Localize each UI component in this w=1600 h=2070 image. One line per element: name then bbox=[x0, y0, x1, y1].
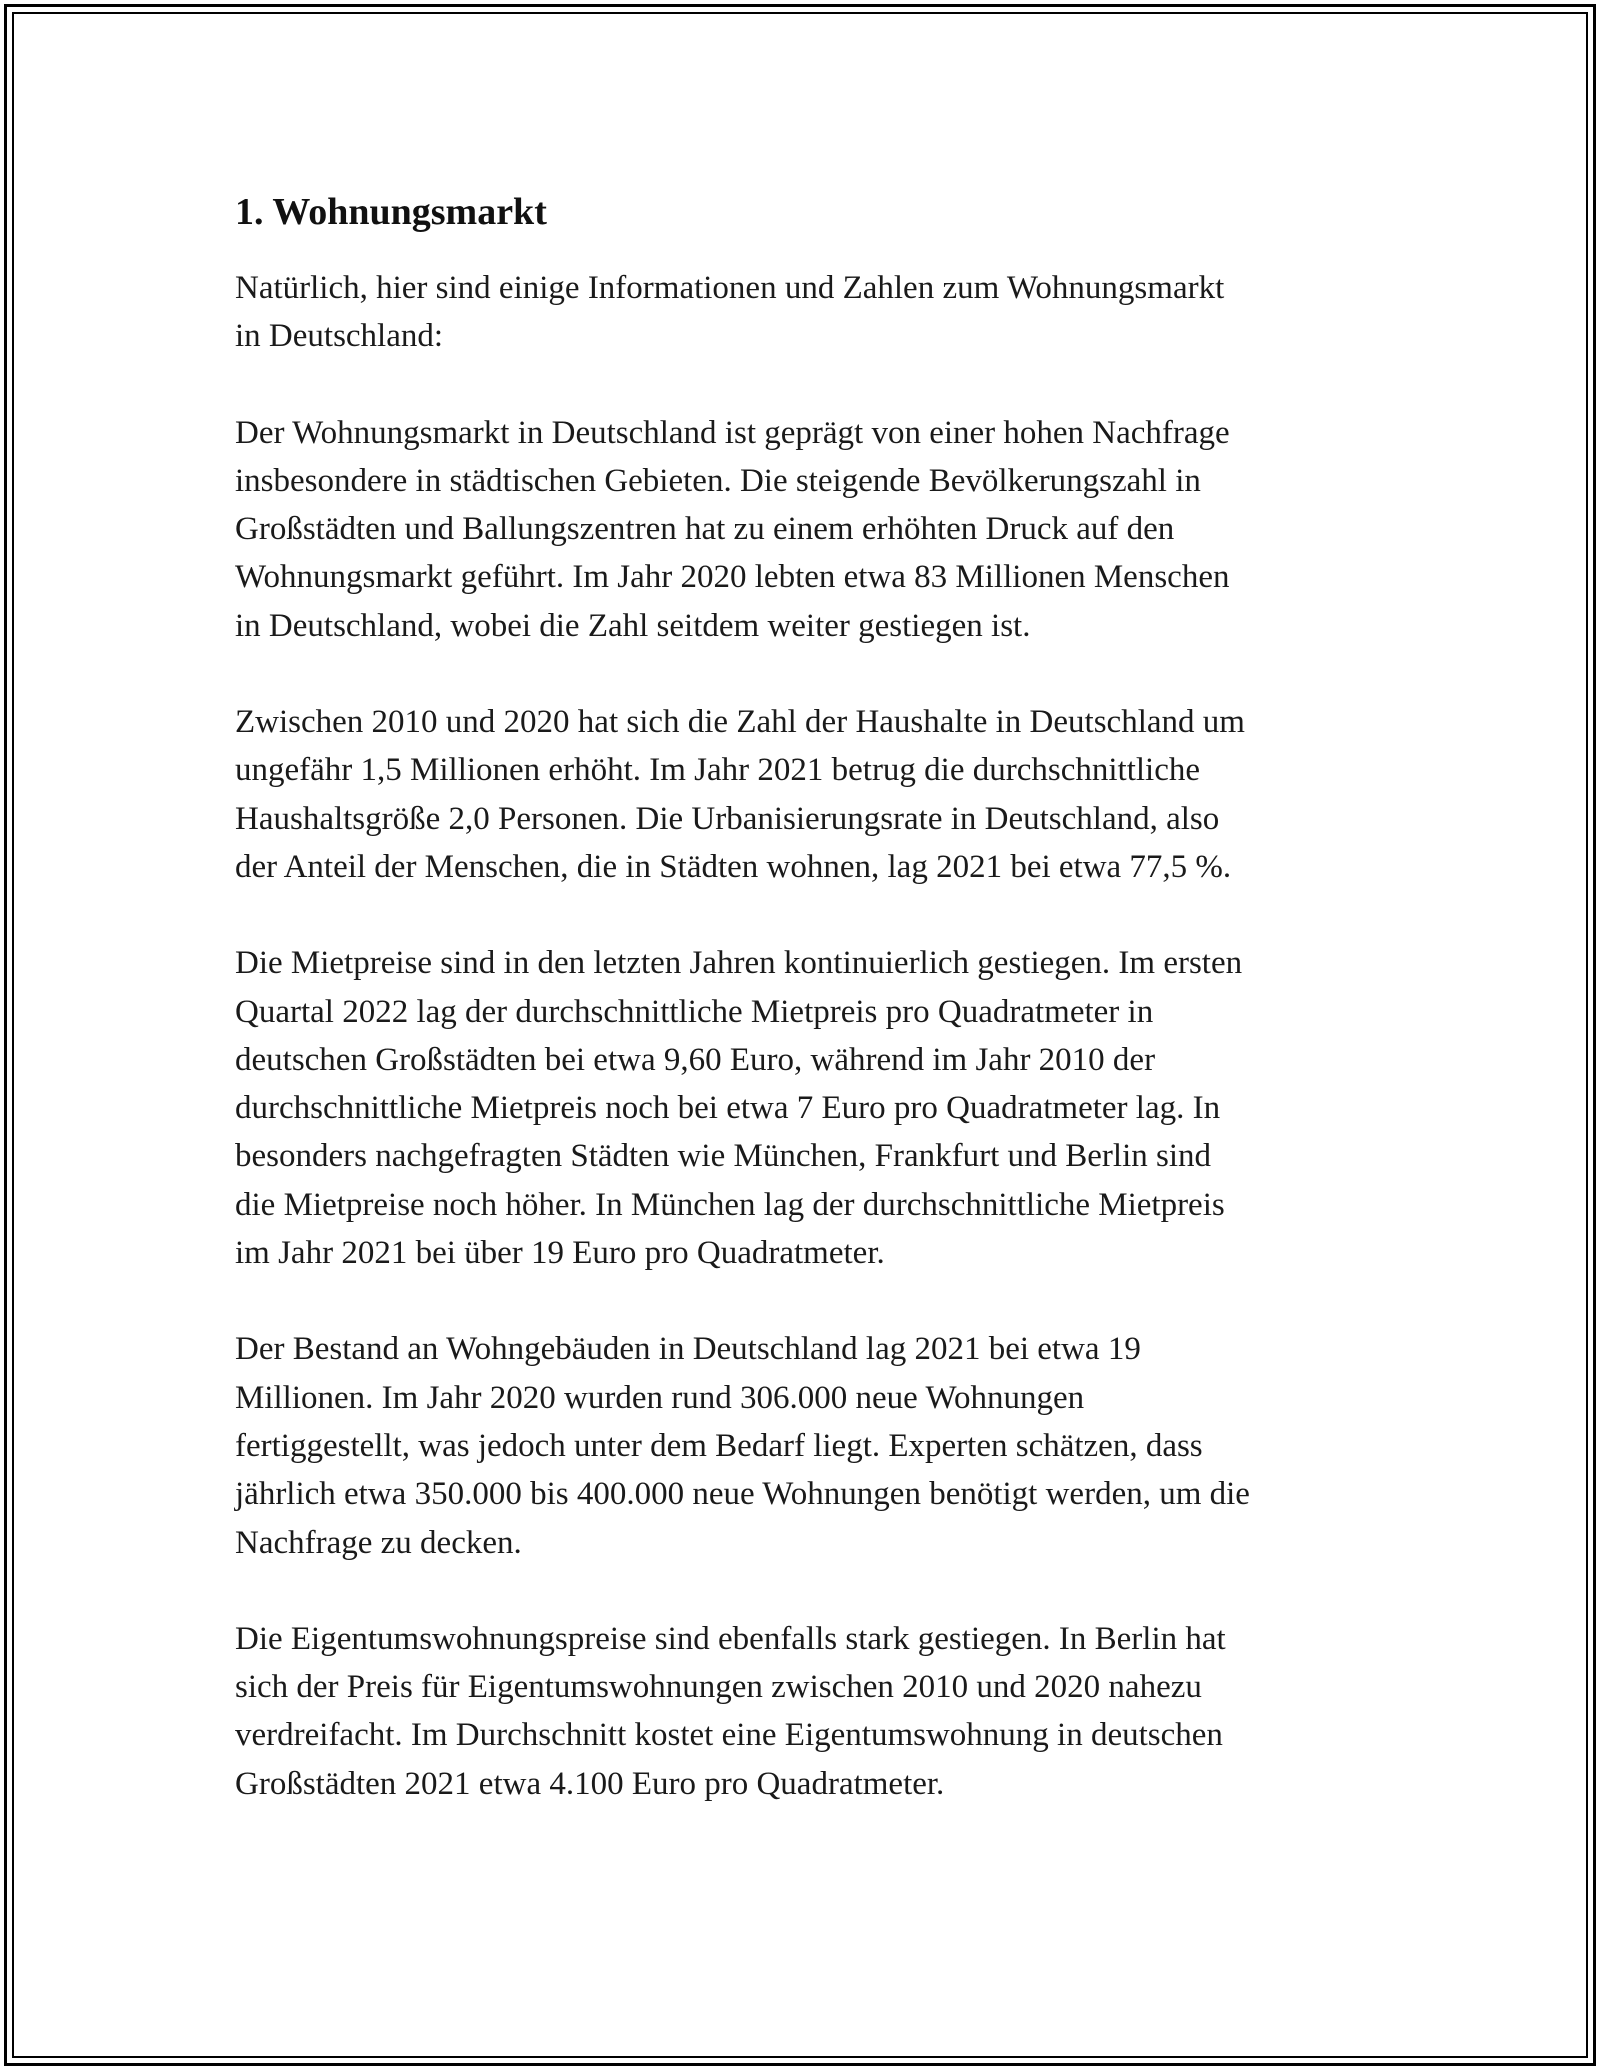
households-paragraph bbox=[235, 698, 1380, 891]
paragraph-line: im Jahr 2021 bei über 19 Euro pro Quadratmeter. bbox=[235, 1235, 885, 1272]
paragraph-line: in Deutschland, wobei die Zahl seitdem weiter gestiegen ist. bbox=[235, 607, 1031, 644]
paragraph-line: ungefähr 1,5 Millionen erhöht. Im Jahr 2021 betrug die durchschnittliche bbox=[235, 752, 1201, 789]
demand-paragraph bbox=[235, 409, 1380, 650]
paragraph-line: Millionen. Im Jahr 2020 wurden rund 306.000 neue Wohnungen bbox=[235, 1379, 1085, 1416]
intro-paragraph bbox=[235, 264, 1380, 361]
rent-prices-paragraph bbox=[235, 939, 1380, 1277]
paragraph-line: deutschen Großstädten bei etwa 9,60 Euro, während im Jahr 2010 der bbox=[235, 1041, 1156, 1078]
paragraph-line: Nachfrage zu decken. bbox=[235, 1524, 522, 1561]
document-body bbox=[235, 188, 1380, 1856]
paragraph-line: durchschnittliche Mietpreis noch bei etwa 7 Euro pro Quadratmeter lag. In bbox=[235, 1090, 1221, 1127]
paragraph-line: Großstädten und Ballungszentren hat zu einem erhöhten Druck auf den bbox=[235, 511, 1175, 548]
paragraph-line: Natürlich, hier sind einige Informationen und Zahlen zum Wohnungsmarkt bbox=[235, 270, 1225, 306]
paragraph-line: der Anteil der Menschen, die in Städten wohnen, lag 2021 bei etwa 77,5 %. bbox=[235, 848, 1232, 885]
paragraph-line: Quartal 2022 lag der durchschnittliche Mietpreis pro Quadratmeter in bbox=[235, 993, 1154, 1030]
paragraph-line: Großstädten 2021 etwa 4.100 Euro pro Quadratmeter. bbox=[235, 1765, 945, 1802]
paragraph-line: Haushaltsgröße 2,0 Personen. Die Urbanisierungsrate in Deutschland, also bbox=[235, 800, 1220, 837]
paragraph-line: Wohnungsmarkt geführt. Im Jahr 2020 lebten etwa 83 Millionen Menschen bbox=[235, 559, 1230, 596]
section-heading: 1. Wohnungsmarkt bbox=[235, 191, 547, 233]
paragraph-line: Die Eigentumswohnungspreise sind ebenfalls stark gestiegen. In Berlin hat bbox=[235, 1620, 1226, 1657]
paragraph-line: in Deutschland: bbox=[235, 318, 444, 355]
paragraph-line: besonders nachgefragten Städten wie München, Frankfurt und Berlin sind bbox=[235, 1138, 1211, 1175]
paragraph-line: jährlich etwa 350.000 bis 400.000 neue Wohnungen benötigt werden, um die bbox=[235, 1476, 1250, 1513]
ownership-prices-paragraph bbox=[235, 1615, 1380, 1808]
paragraph-line: Zwischen 2010 und 2020 hat sich die Zahl der Haushalte in Deutschland um bbox=[235, 704, 1245, 741]
paragraph-line: Die Mietpreise sind in den letzten Jahren kontinuierlich gestiegen. Im ersten bbox=[235, 945, 1243, 982]
paragraph-line: fertiggestellt, was jedoch unter dem Bedarf liegt. Experten schätzen, dass bbox=[235, 1427, 1203, 1464]
paragraph-line: die Mietpreise noch höher. In München lag der durchschnittliche Mietpreis bbox=[235, 1186, 1225, 1223]
paragraph-line: insbesondere in städtischen Gebieten. Die steigende Bevölkerungszahl in bbox=[235, 462, 1201, 499]
paragraph-line: verdreifacht. Im Durchschnitt kostet eine Eigentumswohnung in deutschen bbox=[235, 1717, 1223, 1754]
paragraph-line: Der Bestand an Wohngebäuden in Deutschland lag 2021 bei etwa 19 bbox=[235, 1331, 1141, 1368]
paragraph-line: sich der Preis für Eigentumswohnungen zwischen 2010 und 2020 nahezu bbox=[235, 1669, 1202, 1706]
building-stock-paragraph bbox=[235, 1325, 1380, 1566]
paragraph-line: Der Wohnungsmarkt in Deutschland ist geprägt von einer hohen Nachfrage bbox=[235, 414, 1230, 451]
